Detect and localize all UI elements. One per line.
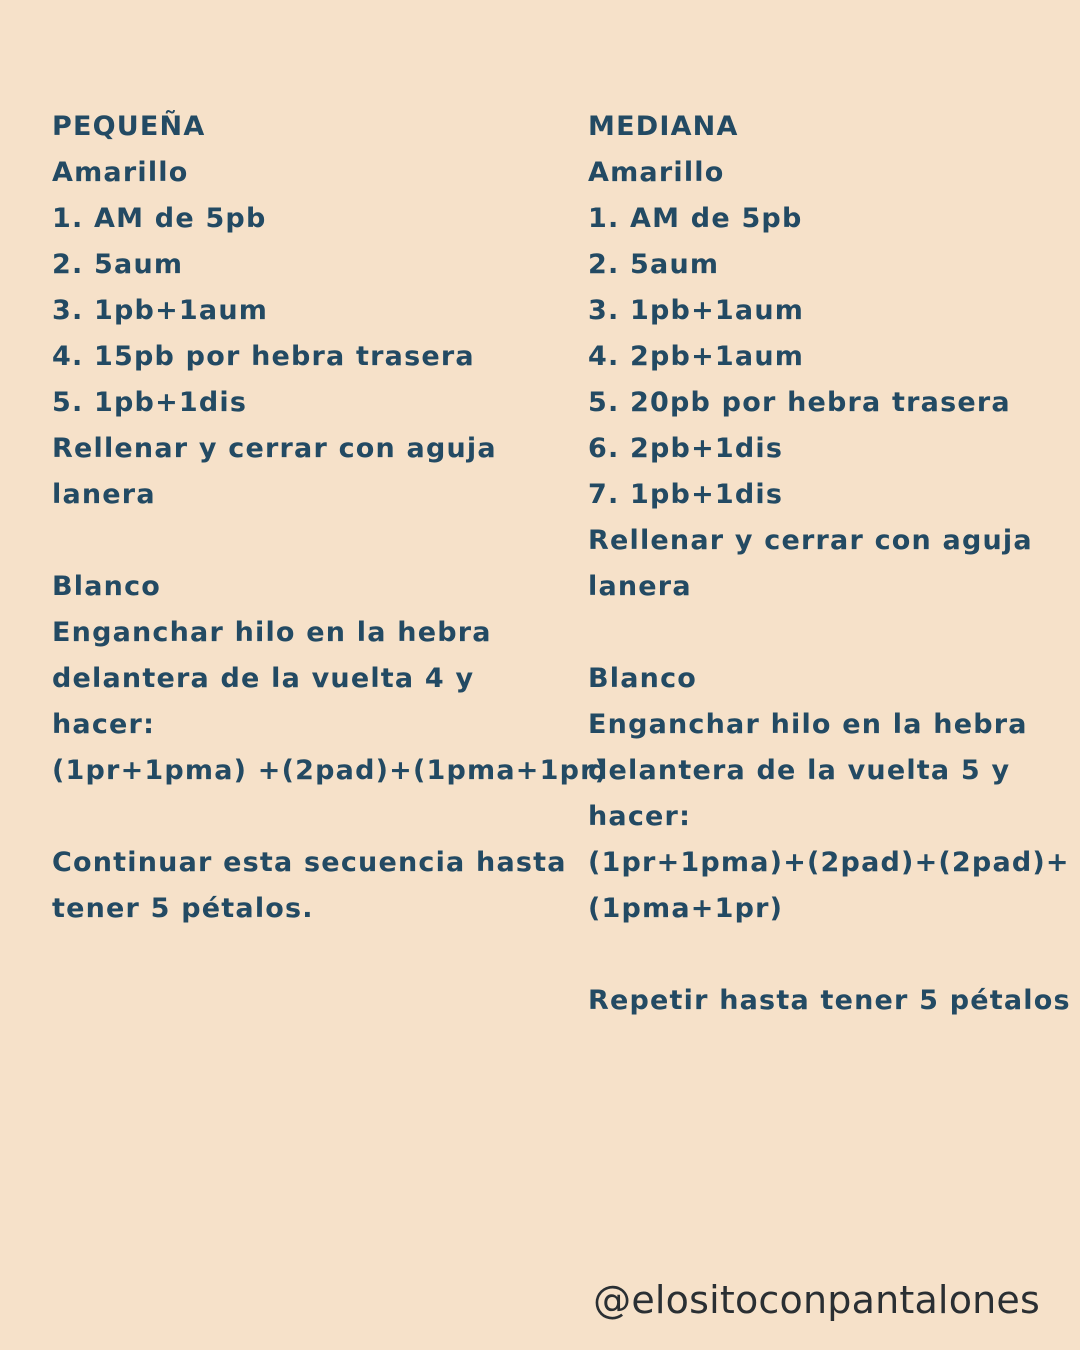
step: 3. 1pb+1aum: [52, 295, 269, 326]
step: 1. AM de 5pb: [588, 203, 803, 234]
instruction-line: Rellenar y cerrar con aguja: [588, 525, 1033, 556]
step: 5. 1pb+1dis: [52, 387, 248, 418]
instruction-line: Enganchar hilo en la hebra: [52, 617, 492, 648]
step: 5. 20pb por hebra trasera: [588, 387, 1011, 418]
step: 4. 2pb+1aum: [588, 341, 805, 372]
step: 6. 2pb+1dis: [588, 433, 784, 464]
mediana-column: [588, 104, 1071, 1024]
color-label: Blanco: [588, 663, 698, 694]
instruction-line: delantera de la vuelta 5 y: [588, 755, 1011, 786]
spacer: [588, 610, 1058, 656]
color-label: Blanco: [52, 571, 162, 602]
pequena-column: [52, 104, 609, 932]
color-label: Amarillo: [588, 157, 725, 188]
author-handle: @elositoconpantalones: [593, 1278, 1040, 1322]
instruction-line: tener 5 pétalos.: [52, 893, 314, 924]
instruction-line: (1pr+1pma) +(2pad)+(1pma+1pr): [52, 755, 609, 786]
instruction-line: Enganchar hilo en la hebra: [588, 709, 1028, 740]
step: 4. 15pb por hebra trasera: [52, 341, 475, 372]
step: 2. 5aum: [588, 249, 720, 280]
step: 3. 1pb+1aum: [588, 295, 805, 326]
step: 2. 5aum: [52, 249, 184, 280]
spacer: [52, 794, 532, 840]
instruction-line: Repetir hasta tener 5 pétalos: [588, 985, 1071, 1016]
color-label: Amarillo: [52, 157, 189, 188]
step: 7. 1pb+1dis: [588, 479, 784, 510]
instruction-line: lanera: [52, 479, 156, 510]
step: 1. AM de 5pb: [52, 203, 267, 234]
instruction-line: lanera: [588, 571, 692, 602]
spacer: [588, 932, 1058, 978]
instruction-line: hacer:: [52, 709, 156, 740]
instruction-line: (1pma+1pr): [588, 893, 784, 924]
instruction-line: Rellenar y cerrar con aguja: [52, 433, 497, 464]
section-title: PEQUEÑA: [52, 111, 206, 142]
instruction-line: hacer:: [588, 801, 692, 832]
instruction-line: (1pr+1pma)+(2pad)+(2pad)+: [588, 847, 1070, 878]
instruction-line: delantera de la vuelta 4 y: [52, 663, 475, 694]
spacer: [52, 518, 532, 564]
instruction-line: Continuar esta secuencia hasta: [52, 847, 567, 878]
section-title: MEDIANA: [588, 111, 739, 142]
